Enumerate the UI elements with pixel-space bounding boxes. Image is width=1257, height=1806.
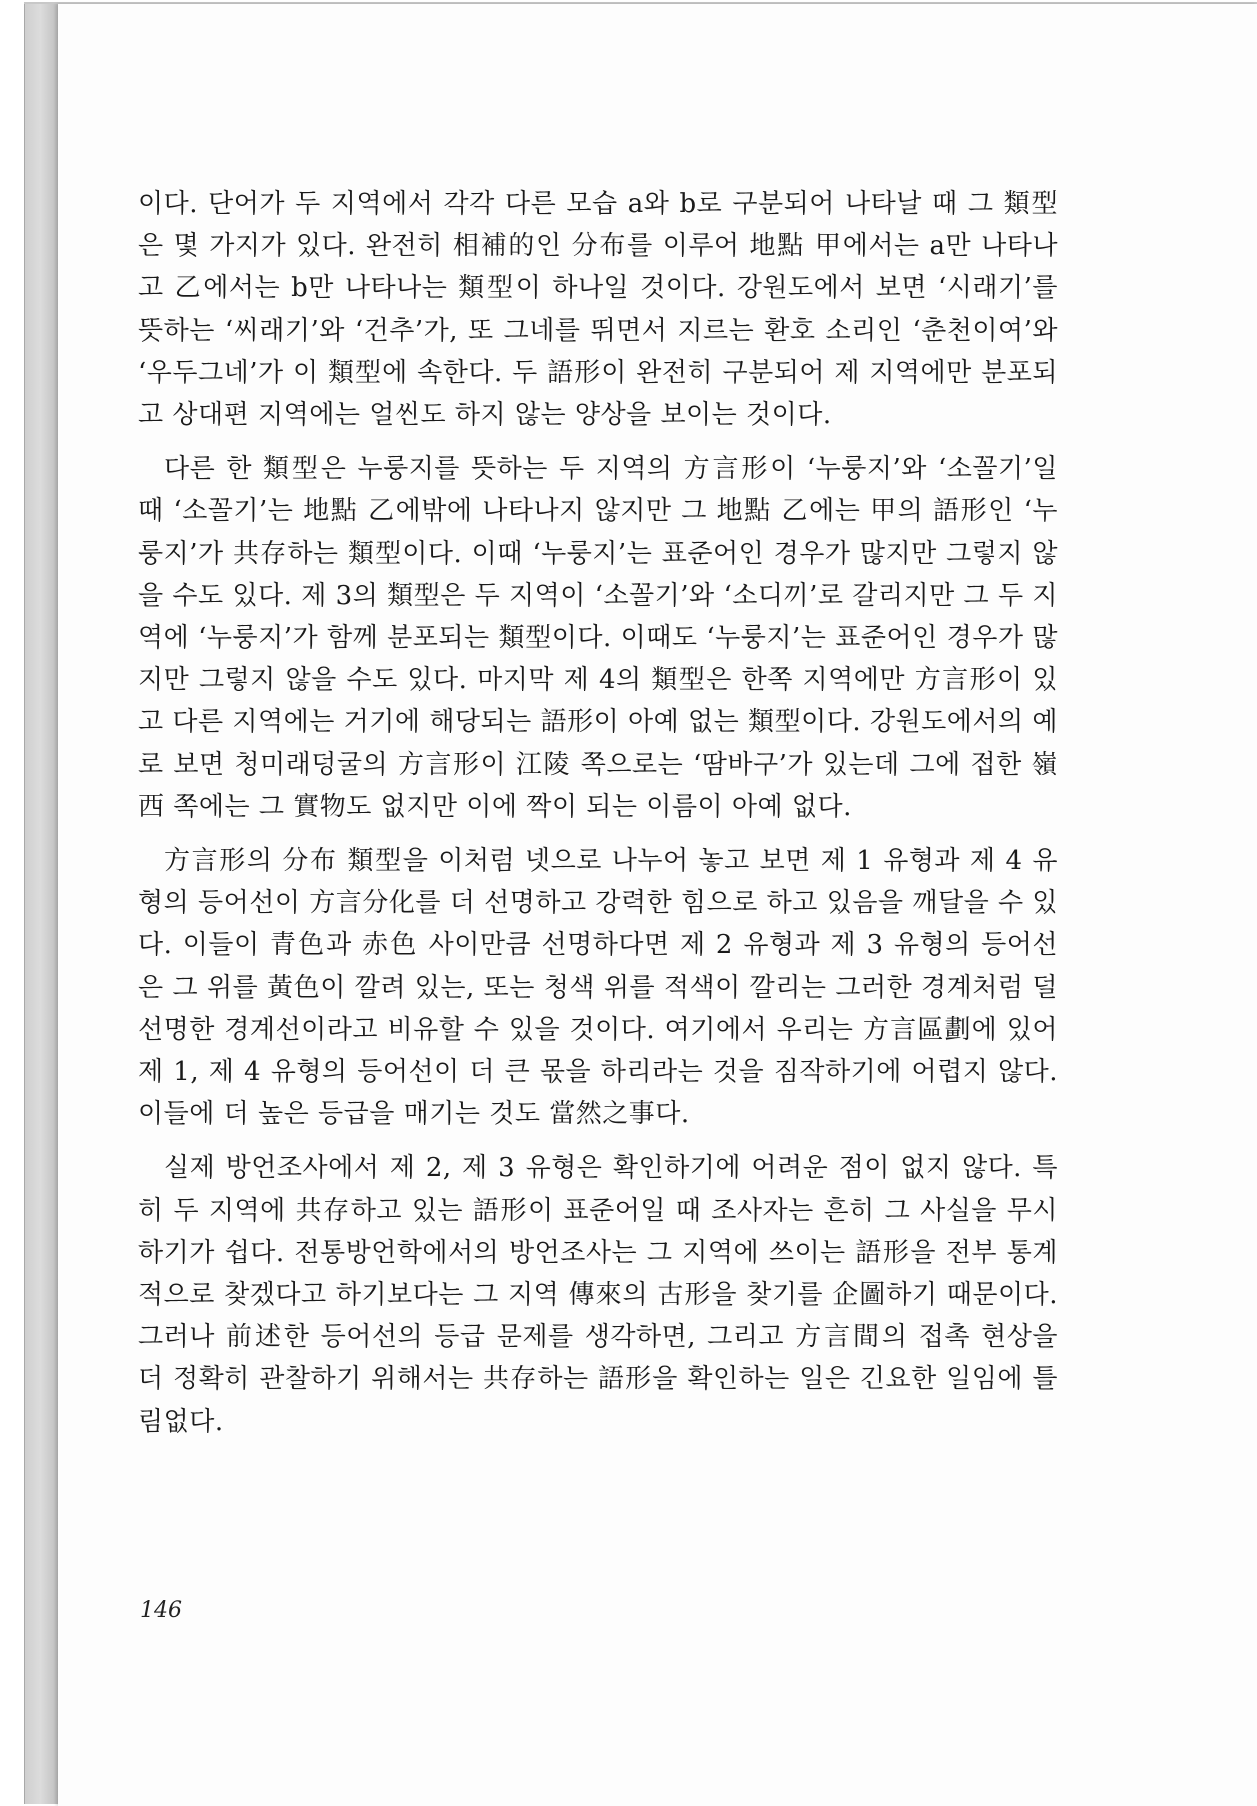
paragraph-3: 方言形의 分布 類型을 이처럼 넷으로 나누어 놓고 보면 제 1 유형과 제 4 유형의 등어선이 方言分化를 더 선명하고 강력한 힘으로 하고 있음을 깨달을 수 있다. 이들이 青色과 赤色 사이만큼 선명하다면 제 2 유형과 제 3 유형의 등어선은 그 위를 黃色이 깔려 있는, 또는 청색 위를 적색이 깔리는 그러한 경계처럼 덜 선명한 경계선이라고 비유할 수 있을 것이다. 여기에서 우리는 方言區劃에 있어 제 1, 제 4 유형의 등어선이 더 큰 몫을 하리라는 것을 짐작하기에 어렵지 않다. 이들에 더 높은 등급을 매기는 것도 當然之事다. xyxy=(138,846,1058,1130)
book-spine xyxy=(24,4,59,1804)
paragraph-1: 이다. 단어가 두 지역에서 각각 다른 모습 a와 b로 구분되어 나타날 때 그 類型은 몇 가지가 있다. 완전히 相補的인 分布를 이루어 地點 甲에서는 a만 나타나고 乙에서는 b만 나타나는 類型이 하나일 것이다. 강원도에서 보면 ‘시래기’를 뜻하는 ‘씨래기’와 ‘건추’가, 또 그네를 뛰면서 지르는 환호 소리인 ‘춘천이여’와 ‘우두그네’가 이 類型에 속한다. 두 語形이 완전히 구분되어 제 지역에만 분포되고 상대편 지역에는 얼씬도 하지 않는 양상을 보이는 것이다. xyxy=(138,189,1058,431)
page-body-text xyxy=(138,183,1058,1455)
paragraph-4: 실제 방언조사에서 제 2, 제 3 유형은 확인하기에 어려운 점이 없지 않다. 특히 두 지역에 共存하고 있는 語形이 표준어일 때 조사자는 흔히 그 사실을 무시하기가 쉽다. 전통방언학에서의 방언조사는 그 지역에 쓰이는 語形을 전부 통계적으로 찾겠다고 하기보다는 그 지역 傳來의 古形을 찾기를 企圖하기 때문이다. 그러나 前述한 등어선의 등급 문제를 생각하면, 그리고 方言間의 접촉 현상을 더 정확히 관찰하기 위해서는 共存하는 語形을 확인하는 일은 긴요한 일임에 틀림없다. xyxy=(138,1153,1058,1437)
paragraph-2: 다른 한 類型은 누룽지를 뜻하는 두 지역의 方言形이 ‘누룽지’와 ‘소꼴기’일 때 ‘소꼴기’는 地點 乙에밖에 나타나지 않지만 그 地點 乙에는 甲의 語形인 ‘누룽지’가 共存하는 類型이다. 이때 ‘누룽지’는 표준어인 경우가 많지만 그렇지 않을 수도 있다. 제 3의 類型은 두 지역이 ‘소꼴기’와 ‘소디끼’로 갈리지만 그 두 지역에 ‘누룽지’가 함께 분포되는 類型이다. 이때도 ‘누룽지’는 표준어인 경우가 많지만 그렇지 않을 수도 있다. 마지막 제 4의 類型은 한쪽 지역에만 方言形이 있고 다른 지역에는 거기에 해당되는 語形이 아예 없는 類型이다. 강원도에서의 예로 보면 청미래덩굴의 方言形이 江陵 쪽으로는 ‘땀바구’가 있는데 그에 접한 嶺西 쪽에는 그 實物도 없지만 이에 짝이 되는 이름이 아예 없다. xyxy=(138,454,1058,822)
page-number: 146 xyxy=(140,1598,182,1623)
